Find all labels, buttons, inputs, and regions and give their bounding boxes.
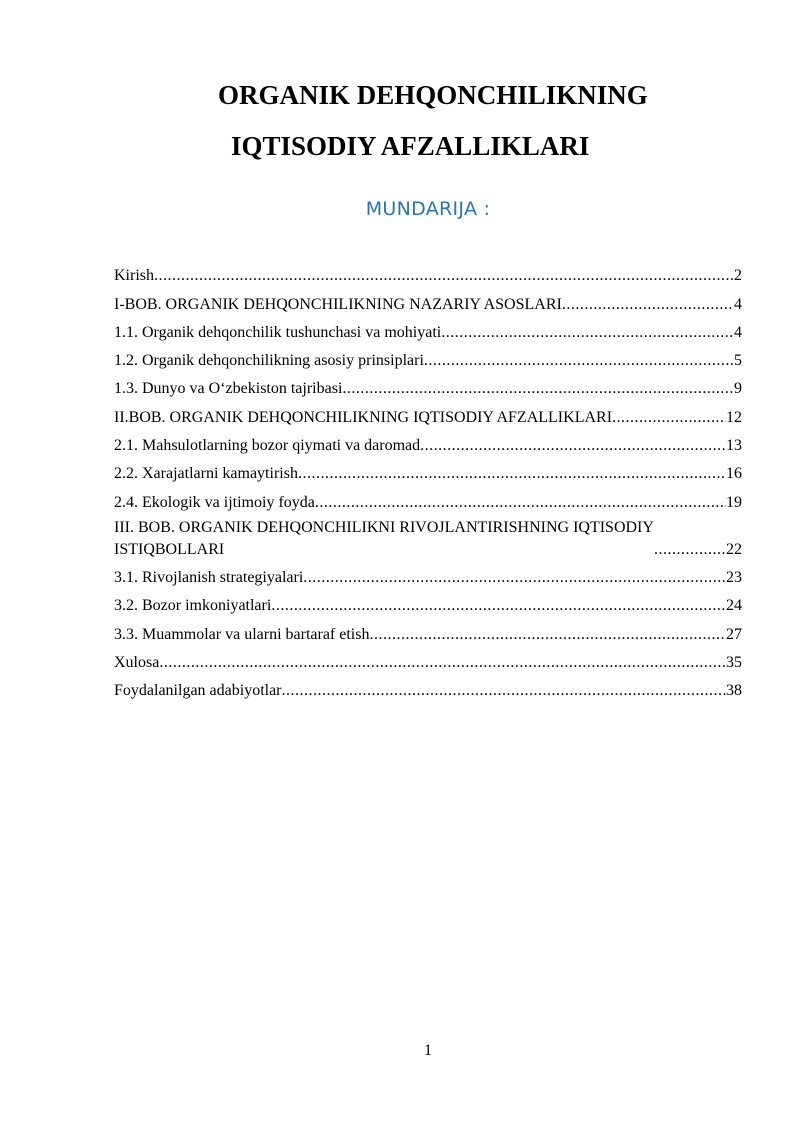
toc-entry-label: 1.3. Dunyo va O‘zbekiston tajribasi	[114, 380, 343, 398]
toc-entry[interactable]	[114, 646, 742, 674]
toc-entry[interactable]	[114, 372, 742, 400]
toc-leader-dots	[159, 652, 726, 674]
toc-entry[interactable]	[114, 259, 742, 287]
toc-entry-page: 23	[726, 568, 742, 586]
toc-leader-dots	[298, 463, 726, 485]
toc-entry-label: 1.2. Organik dehqonchilikning asosiy prinsiplari	[114, 352, 424, 370]
document-title-line-2: IQTISODIY AFZALLIKLARI	[231, 131, 590, 161]
toc-leader-dots	[154, 265, 734, 287]
toc-entry-page: 19	[726, 493, 742, 511]
toc-entry[interactable]	[114, 316, 742, 344]
toc-leader-dots	[420, 435, 726, 457]
toc-entry[interactable]	[114, 457, 742, 485]
toc-entry-page: 13	[726, 437, 742, 455]
toc-entry-label: 1.1. Organik dehqonchilik tushunchasi va mohiyati	[114, 323, 442, 341]
toc-leader-dots	[654, 539, 726, 561]
toc-entry-page: 24	[726, 597, 742, 615]
toc-leader-dots	[424, 350, 734, 372]
toc-entry-label: II.BOB. ORGANIK DEHQONCHILIKNING IQTISODIY AFZALLIKLARI	[114, 408, 613, 426]
toc-entry-label: 2.1. Mahsulotlarning bozor qiymati va daromad	[114, 437, 421, 455]
toc-entry[interactable]	[114, 400, 742, 428]
toc-entry-label: Kirish	[114, 267, 154, 285]
toc-entry-label: Foydalanilgan adabiyotlar	[114, 682, 282, 700]
toc-entry[interactable]	[114, 429, 742, 457]
toc-entry-page: 4	[734, 295, 742, 313]
toc-entry-page: 4	[734, 323, 742, 341]
toc-entry[interactable]	[114, 589, 742, 617]
table-of-contents	[114, 259, 742, 702]
toc-entry-label: 2.2. Xarajatlarni kamaytirish	[114, 465, 298, 483]
toc-entry-label: 3.1. Rivojlanish strategiyalari	[114, 568, 304, 586]
toc-entry-page: 12	[726, 408, 742, 426]
toc-entry-page: 2	[734, 267, 742, 285]
toc-entry-page: 9	[734, 380, 742, 398]
toc-entry-label: Xulosa	[114, 653, 160, 671]
toc-leader-dots	[441, 322, 734, 344]
toc-leader-dots	[303, 567, 726, 589]
toc-leader-dots	[369, 624, 726, 646]
toc-entry-page: 5	[734, 352, 742, 370]
toc-leader-dots	[315, 492, 726, 514]
toc-leader-dots	[342, 378, 734, 400]
toc-entry[interactable]	[114, 287, 742, 315]
toc-entry[interactable]	[114, 674, 742, 702]
toc-leader-dots	[612, 407, 726, 429]
toc-entry[interactable]	[114, 485, 742, 513]
toc-leader-dots	[282, 680, 726, 702]
toc-heading: MUNDARIJA :	[365, 198, 491, 220]
toc-leader-dots	[271, 595, 726, 617]
toc-entry-page: 38	[726, 682, 742, 700]
toc-entry-label: 2.4. Ekologik va ijtimoiy foyda	[114, 493, 315, 511]
toc-entry-page: 35	[726, 653, 742, 671]
toc-entry-page: 22	[726, 540, 742, 558]
toc-leader-dots	[562, 294, 734, 316]
toc-entry-label: 3.3. Muammolar va ularni bartaraf etish	[114, 625, 370, 643]
toc-entry[interactable]	[114, 561, 742, 589]
toc-entry-label: I-BOB. ORGANIK DEHQONCHILIKNING NAZARIY ASOSLARI	[114, 295, 562, 313]
toc-entry-label: 3.2. Bozor imkoniyatlari	[114, 597, 272, 615]
toc-entry[interactable]	[114, 514, 742, 561]
toc-entry-page: 27	[726, 625, 742, 643]
document-title-line-1: ORGANIK DEHQONCHILIKNING	[218, 80, 648, 110]
page-number: 1	[424, 1042, 432, 1059]
toc-entry-page: 16	[726, 465, 742, 483]
toc-entry[interactable]	[114, 344, 742, 372]
toc-entry[interactable]	[114, 617, 742, 645]
toc-entry-label: III. BOB. ORGANIK DEHQONCHILIKNI RIVOJLANTIRISHNING IQTISODIY ISTIQBOLLARI	[114, 518, 654, 558]
